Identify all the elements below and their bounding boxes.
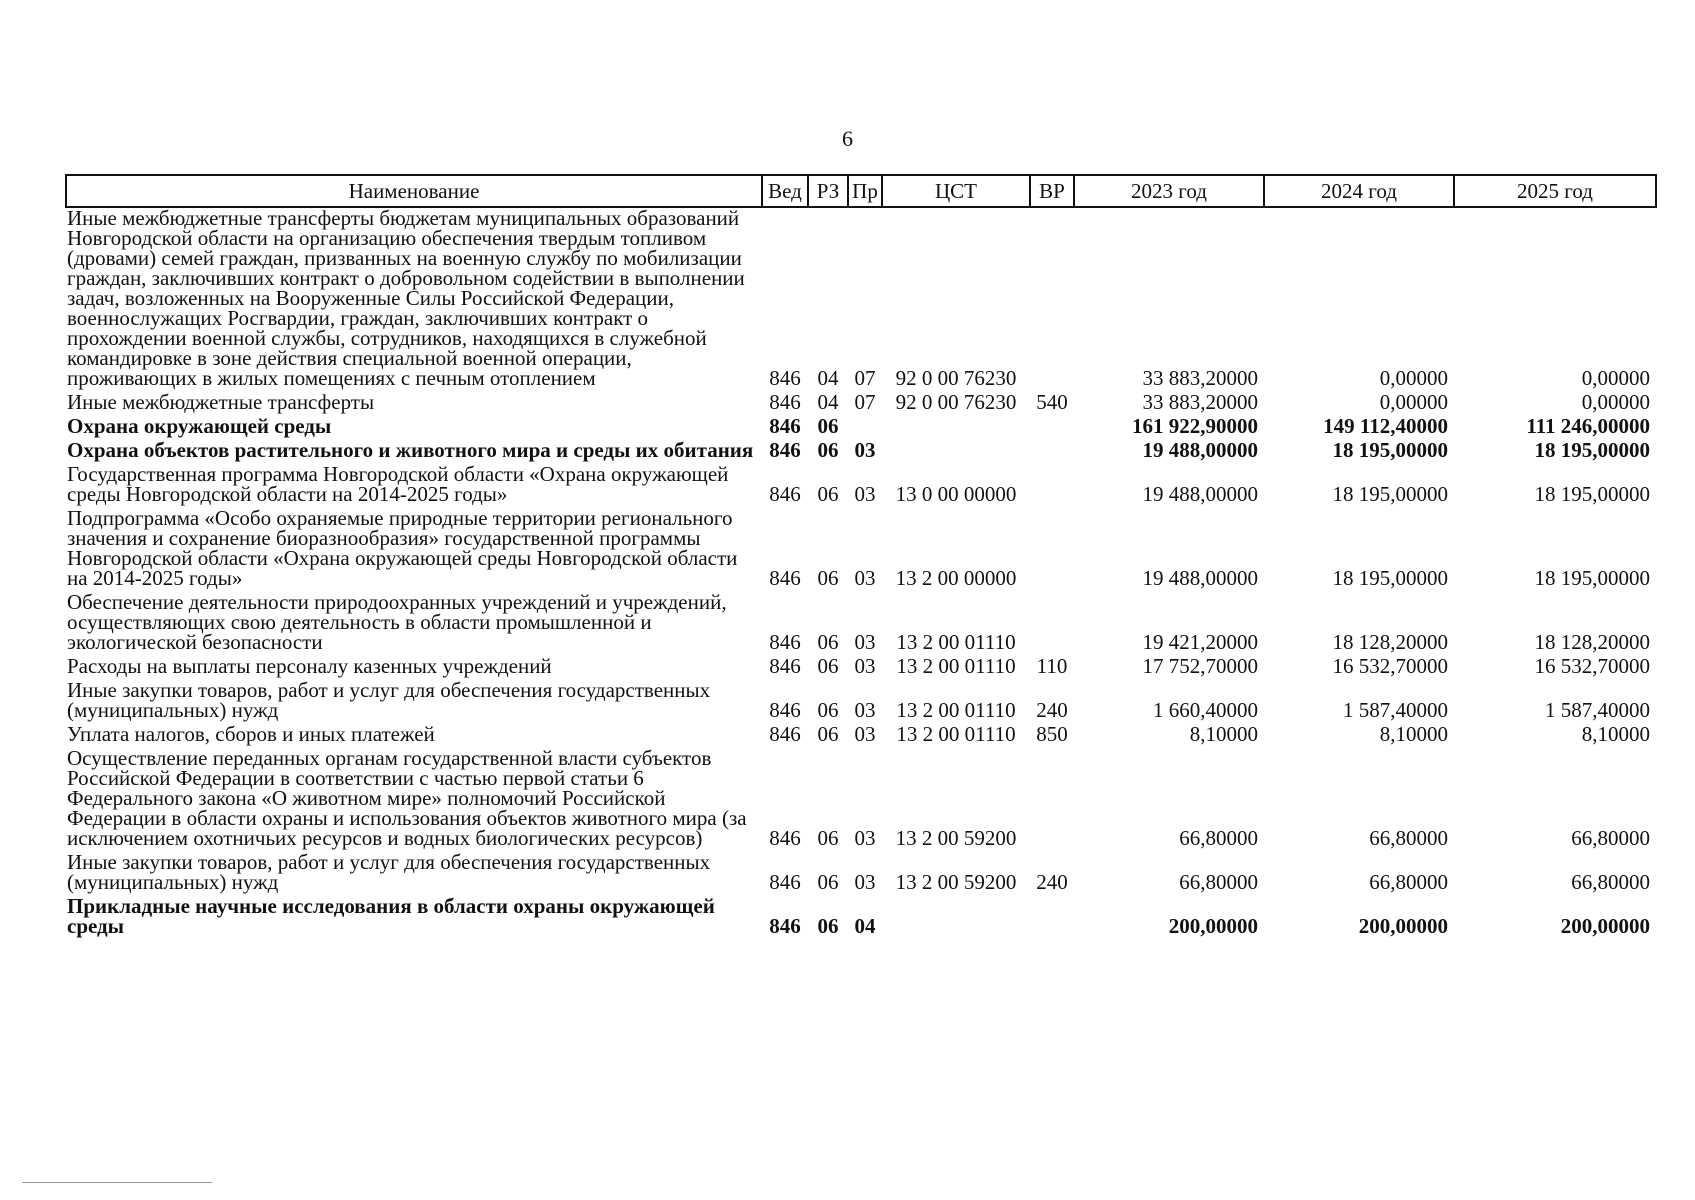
row-name: Прикладные научные исследования в области охраны окружающей среды <box>67 894 715 938</box>
row-2025: 111 246,00000 <box>1526 414 1650 438</box>
row-pr: 03 <box>854 630 876 654</box>
row-cst: 13 2 00 01110 <box>896 698 1016 722</box>
row-rz: 06 <box>817 654 839 678</box>
row-2023: 17 752,70000 <box>1142 654 1258 678</box>
row-2023: 66,80000 <box>1179 826 1258 850</box>
row-name: Осуществление переданных органам государственной власти субъектов Российской Федерации в соответствии с частью первой статьи 6 Федерального закона «О животном мире» полномочий Российской Федерации в области охраны и использования объектов животного мира (за исключением охотничьих ресурсов и водных биологических ресурсов) <box>67 746 747 850</box>
row-cst: 13 0 00 00000 <box>895 482 1017 506</box>
row-pr: 03 <box>854 722 876 746</box>
row-pr: 04 <box>854 914 876 938</box>
row-cst <box>882 416 1030 440</box>
row-2024: 66,80000 <box>1369 826 1448 850</box>
row-pr: 03 <box>854 826 876 850</box>
row-rz: 06 <box>817 826 839 850</box>
row-rz: 06 <box>817 914 839 938</box>
row-name: Иные межбюджетные трансферты бюджетам муниципальных образований Новгородской области на организацию обеспечения твердым топливом (дровами) семей граждан, призванных на военную службу по мобилизации граждан, заключивших контракт о добровольном содействии в выполнении задач, возложенных на Вооруженные Силы Российской Федерации, военнослужащих Росгвардии, граждан, заключивших контракт о прохождении военной службы, сотрудников, находящихся в служебной командировке в зоне действия специальной военной операции, проживающих в жилых помещениях с печным отоплением <box>67 206 745 390</box>
row-cst: 13 2 00 01110 <box>896 630 1016 654</box>
row-rz: 06 <box>817 870 839 894</box>
row-cst <box>882 896 1030 940</box>
row-2024: 18 128,20000 <box>1332 630 1448 654</box>
row-rz: 06 <box>817 438 839 462</box>
row-vr <box>1030 440 1074 464</box>
row-name: Иные закупки товаров, работ и услуг для обеспечения государственных (муниципальных) нужд <box>67 850 711 894</box>
row-2025: 16 532,70000 <box>1534 654 1650 678</box>
header-cst: ЦСТ <box>882 175 1030 207</box>
row-2025: 18 195,00000 <box>1534 566 1650 590</box>
row-ved: 846 <box>769 566 801 590</box>
row-rz: 06 <box>817 698 839 722</box>
row-2024: 18 195,00000 <box>1332 438 1448 462</box>
budget-table <box>65 174 1657 940</box>
row-vr: 240 <box>1036 698 1068 722</box>
row-2025: 66,80000 <box>1571 870 1650 894</box>
row-2024: 0,00000 <box>1379 366 1448 390</box>
row-ved: 846 <box>769 630 801 654</box>
row-2025: 0,00000 <box>1581 390 1650 414</box>
row-2024: 18 195,00000 <box>1332 566 1448 590</box>
scan-artifact-line <box>22 1182 212 1183</box>
row-vr <box>1030 508 1074 592</box>
table-row <box>66 724 1656 748</box>
table-row <box>66 464 1656 508</box>
row-cst: 92 0 00 76230 <box>895 366 1017 390</box>
row-ved: 846 <box>769 390 801 414</box>
row-name: Иные межбюджетные трансферты <box>67 390 375 414</box>
row-2025: 18 195,00000 <box>1534 482 1650 506</box>
table-row <box>66 748 1656 852</box>
row-cst: 13 2 00 00000 <box>895 566 1017 590</box>
row-ved: 846 <box>769 414 801 438</box>
table-row <box>66 656 1656 680</box>
header-vr: ВР <box>1030 175 1074 207</box>
row-ved: 846 <box>769 722 801 746</box>
row-2024: 8,10000 <box>1379 722 1448 746</box>
page-number: 6 <box>842 126 853 151</box>
table-row <box>66 416 1656 440</box>
row-vr: 850 <box>1036 722 1068 746</box>
row-2023: 19 488,00000 <box>1142 482 1258 506</box>
row-2024: 200,00000 <box>1358 914 1448 938</box>
row-rz: 06 <box>817 722 839 746</box>
header-ved: Вед <box>762 175 808 207</box>
row-ved: 846 <box>769 654 801 678</box>
header-2023: 2023 год <box>1074 175 1264 207</box>
row-vr <box>1030 207 1074 392</box>
row-ved: 846 <box>769 914 801 938</box>
row-ved: 846 <box>769 698 801 722</box>
table-header-row <box>66 175 1656 207</box>
row-vr <box>1030 416 1074 440</box>
row-2025: 200,00000 <box>1560 914 1650 938</box>
row-cst <box>882 440 1030 464</box>
row-name: Охрана объектов растительного и животного мира и среды их обитания <box>67 438 754 462</box>
row-rz: 06 <box>817 566 839 590</box>
table-row <box>66 592 1656 656</box>
row-2025: 66,80000 <box>1571 826 1650 850</box>
table-row <box>66 680 1656 724</box>
row-2024: 66,80000 <box>1369 870 1448 894</box>
header-name: Наименование <box>66 175 762 207</box>
row-2024: 18 195,00000 <box>1332 482 1448 506</box>
table-row <box>66 852 1656 896</box>
row-name: Государственная программа Новгородской области «Охрана окружающей среды Новгородской области на 2014-2025 годы» <box>67 462 729 506</box>
table-row <box>66 207 1656 392</box>
row-rz: 06 <box>817 630 839 654</box>
row-2023: 161 922,90000 <box>1132 414 1258 438</box>
row-name: Обеспечение деятельности природоохранных учреждений и учреждений, осуществляющих свою деятельность в области промышленной и экологической безопасности <box>67 590 727 654</box>
row-rz: 06 <box>817 482 839 506</box>
row-cst: 92 0 00 76230 <box>895 390 1017 414</box>
row-2023: 33 883,20000 <box>1142 390 1258 414</box>
row-name: Иные закупки товаров, работ и услуг для обеспечения государственных (муниципальных) нужд <box>67 678 711 722</box>
row-vr: 110 <box>1036 654 1068 678</box>
row-2024: 149 112,40000 <box>1323 414 1448 438</box>
row-vr <box>1030 748 1074 852</box>
header-pr: Пр <box>848 175 882 207</box>
row-name: Расходы на выплаты персоналу казенных учреждений <box>67 654 552 678</box>
row-cst: 13 2 00 01110 <box>896 722 1016 746</box>
row-name: Подпрограмма «Особо охраняемые природные территории регионального значения и сохранение биоразнообразия» государственной программы Новгородской области «Охрана окружающей среды Новгородской области на 2014-2025 годы» <box>67 506 738 590</box>
row-pr: 03 <box>854 654 876 678</box>
row-2023: 1 660,40000 <box>1153 698 1258 722</box>
row-2023: 200,00000 <box>1168 914 1258 938</box>
row-cst: 13 2 00 01110 <box>896 654 1016 678</box>
table-row <box>66 440 1656 464</box>
row-pr: 07 <box>854 390 876 414</box>
header-2024: 2024 год <box>1264 175 1454 207</box>
row-vr <box>1030 464 1074 508</box>
row-pr: 03 <box>854 566 876 590</box>
row-pr <box>848 416 882 440</box>
row-ved: 846 <box>769 826 801 850</box>
row-2023: 19 488,00000 <box>1142 566 1258 590</box>
row-pr: 03 <box>854 482 876 506</box>
row-pr: 07 <box>854 366 876 390</box>
row-pr: 03 <box>854 870 876 894</box>
row-2024: 0,00000 <box>1379 390 1448 414</box>
row-rz: 06 <box>817 414 839 438</box>
row-2023: 19 488,00000 <box>1142 438 1258 462</box>
header-rz: РЗ <box>808 175 848 207</box>
row-vr: 240 <box>1036 870 1068 894</box>
row-name: Уплата налогов, сборов и иных платежей <box>67 722 435 746</box>
row-2025: 8,10000 <box>1581 722 1650 746</box>
row-ved: 846 <box>769 366 801 390</box>
row-2025: 0,00000 <box>1581 366 1650 390</box>
row-rz: 04 <box>817 390 839 414</box>
row-2025: 18 128,20000 <box>1534 630 1650 654</box>
header-2025: 2025 год <box>1454 175 1656 207</box>
row-2025: 1 587,40000 <box>1545 698 1650 722</box>
table-row <box>66 392 1656 416</box>
row-2024: 16 532,70000 <box>1332 654 1448 678</box>
row-2023: 19 421,20000 <box>1142 630 1258 654</box>
row-cst: 13 2 00 59200 <box>895 826 1017 850</box>
row-2023: 66,80000 <box>1179 870 1258 894</box>
table-row <box>66 508 1656 592</box>
row-ved: 846 <box>769 482 801 506</box>
row-ved: 846 <box>769 438 801 462</box>
row-cst: 13 2 00 59200 <box>895 870 1017 894</box>
row-vr <box>1030 592 1074 656</box>
row-vr <box>1030 896 1074 940</box>
row-2023: 8,10000 <box>1189 722 1258 746</box>
table-row <box>66 896 1656 940</box>
row-2025: 18 195,00000 <box>1534 438 1650 462</box>
row-2024: 1 587,40000 <box>1343 698 1448 722</box>
row-vr: 540 <box>1036 390 1068 414</box>
row-rz: 04 <box>817 366 839 390</box>
row-pr: 03 <box>854 698 876 722</box>
row-2023: 33 883,20000 <box>1142 366 1258 390</box>
row-name: Охрана окружающей среды <box>67 414 332 438</box>
row-ved: 846 <box>769 870 801 894</box>
row-pr: 03 <box>854 438 876 462</box>
